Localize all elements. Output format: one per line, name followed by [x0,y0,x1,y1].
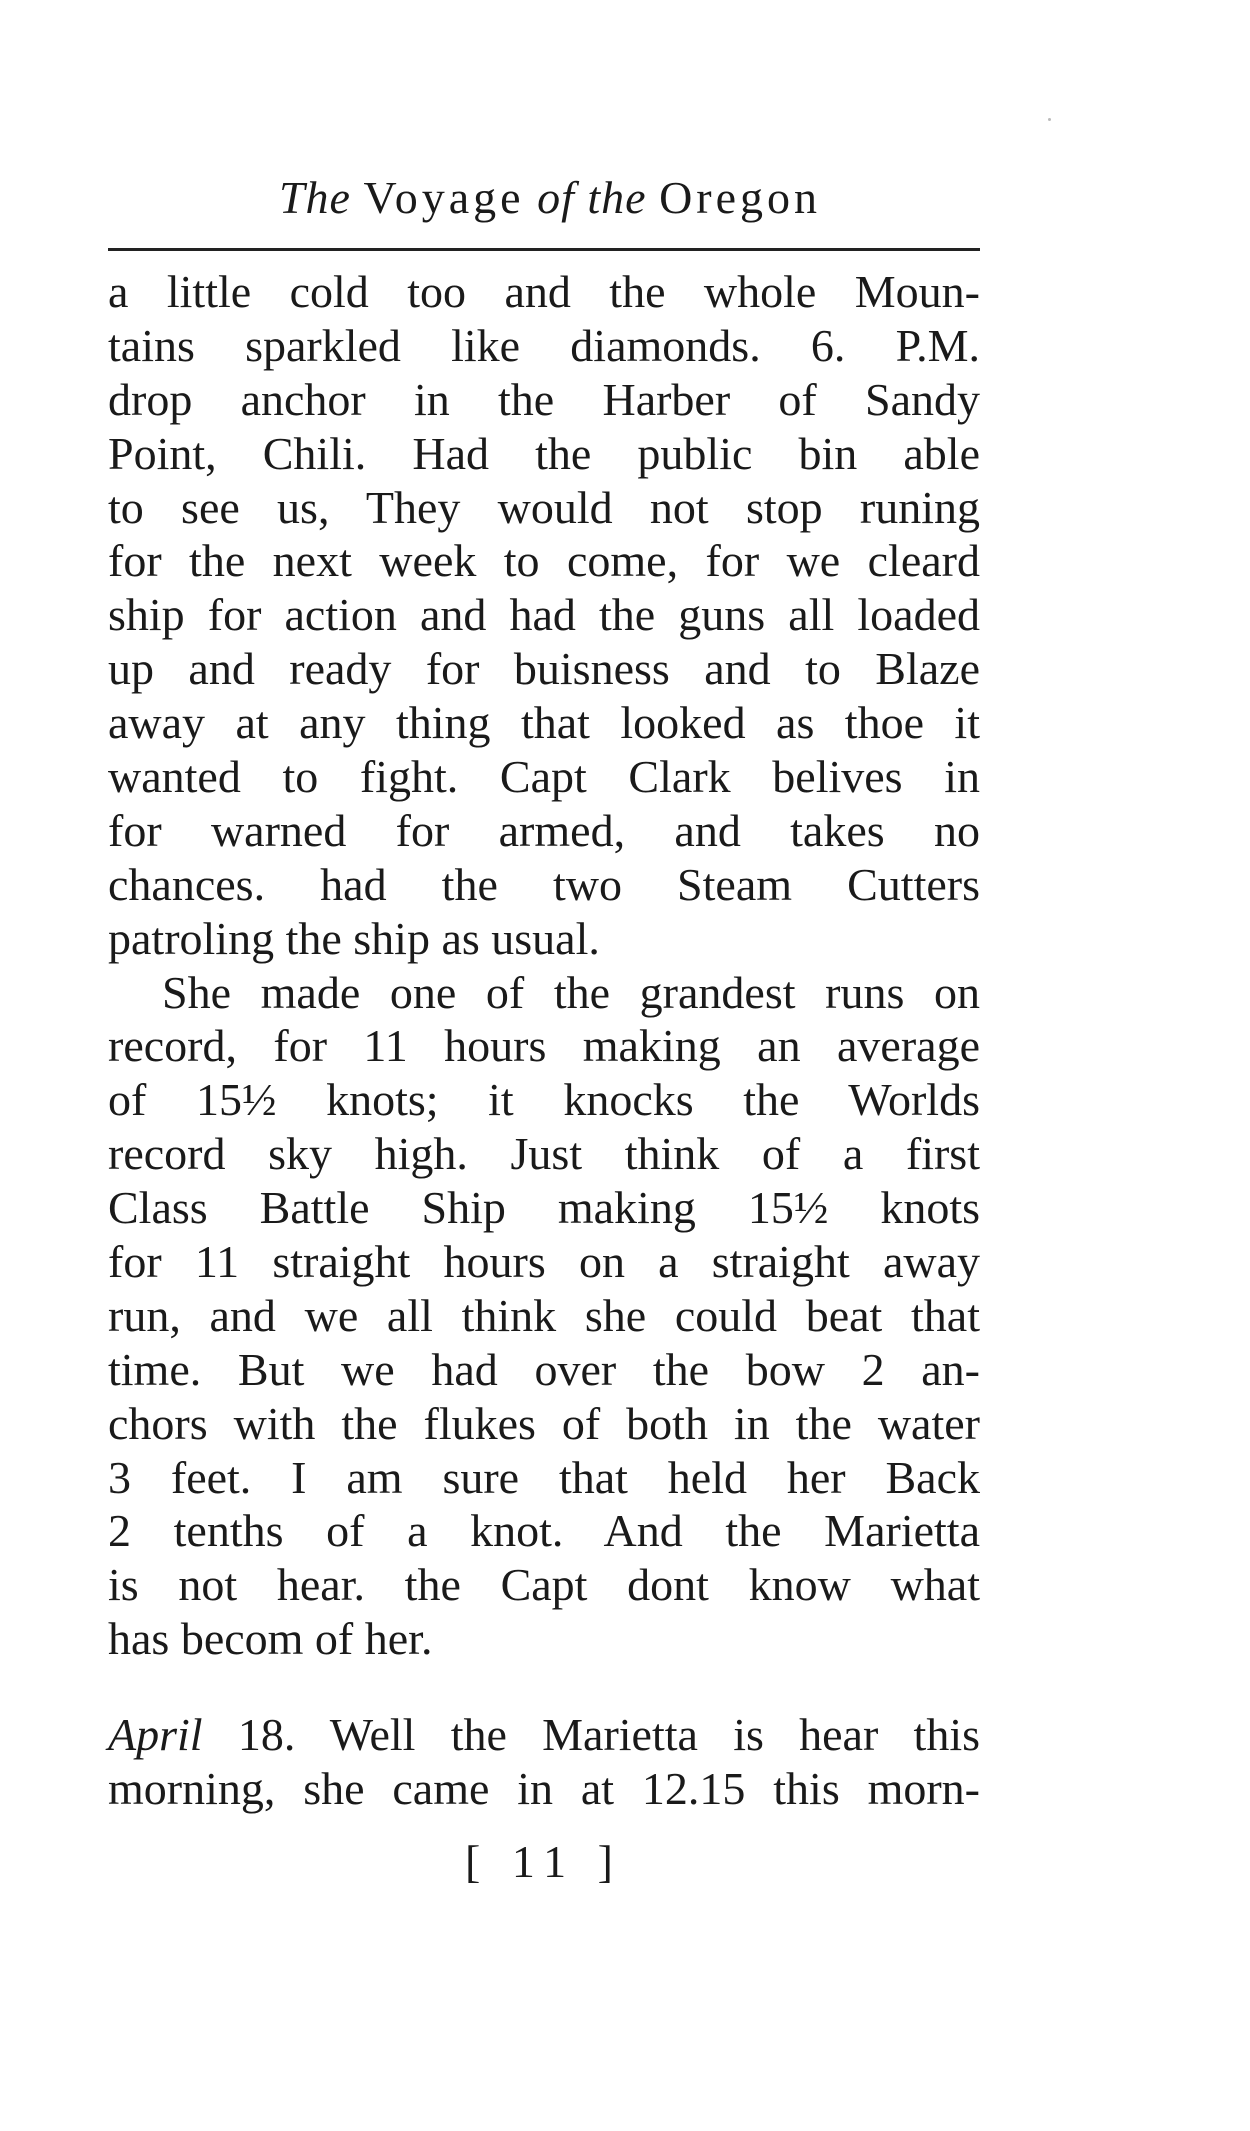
running-head [110,168,990,228]
date-word: April [108,1709,203,1761]
text-line: for 11 straight hours on a straight away [108,1236,980,1288]
paragraph-gap [108,1666,980,1708]
text-line: wanted to fight. Capt Clark belives in [108,751,980,803]
header-rule [108,248,980,251]
text-line: run, and we all think she could beat that [108,1289,980,1341]
text-line: a little cold too and the whole Moun- [108,266,980,317]
text-line: Class Battle Ship making 15½ knots [108,1182,980,1234]
text-line: drop anchor in the Harber of Sandy [108,373,980,425]
text-line: 2 tenths of a knot. And the Marietta [108,1505,980,1557]
page-number: [ 11 ] [465,1836,623,1887]
text-line: chors with the flukes of both in the water [108,1397,980,1449]
text-line: of 15½ knots; it knocks the Worlds [108,1074,980,1126]
text-line: morning, she came in at 12.15 this morn- [108,1763,980,1815]
text-line: up and ready for buisness and to Blaze [108,643,980,695]
text-line: to see us, They would not stop runing [108,481,980,533]
text-line: record sky high. Just think of a first [108,1128,980,1180]
scan-speck [1048,118,1051,121]
text-line [108,1708,980,1762]
running-head-of-the: of the [537,172,647,223]
text-line: Point, Chili. Had the public bin able [108,427,980,479]
text-line: for the next week to come, for we cleard [108,535,980,587]
running-head-oregon: Oregon [659,172,822,223]
text-line: chances. had the two Steam Cutters [108,858,980,910]
paragraph-3 [108,1708,980,1816]
text-line: record, for 11 hours making an average [108,1020,980,1072]
date-line-rest: 18. Well the Marietta is hear this [202,1709,980,1761]
text-line: ship for action and had the guns all loaded [108,589,980,641]
text-line: patroling the ship as usual. [108,912,600,964]
text-line: is not hear. the Capt dont know what [108,1559,980,1611]
text-line: 3 feet. I am sure that held her Back [108,1451,980,1503]
paragraph-2 [108,966,980,1667]
text-line: time. But we had over the bow 2 an- [108,1343,980,1395]
paragraph-1 [108,265,980,966]
text-line: tains sparkled like diamonds. 6. P.M. [108,319,980,371]
running-head-voyage: Voyage [363,172,525,223]
running-head-the: The [278,172,351,223]
text-line: has becom of her. [108,1613,433,1665]
text-line: away at any thing that looked as thoe it [108,697,980,749]
body-text [108,265,980,1816]
text-line: She made one of the grandest runs on [162,966,980,1018]
text-line: for warned for armed, and takes no [108,804,980,856]
